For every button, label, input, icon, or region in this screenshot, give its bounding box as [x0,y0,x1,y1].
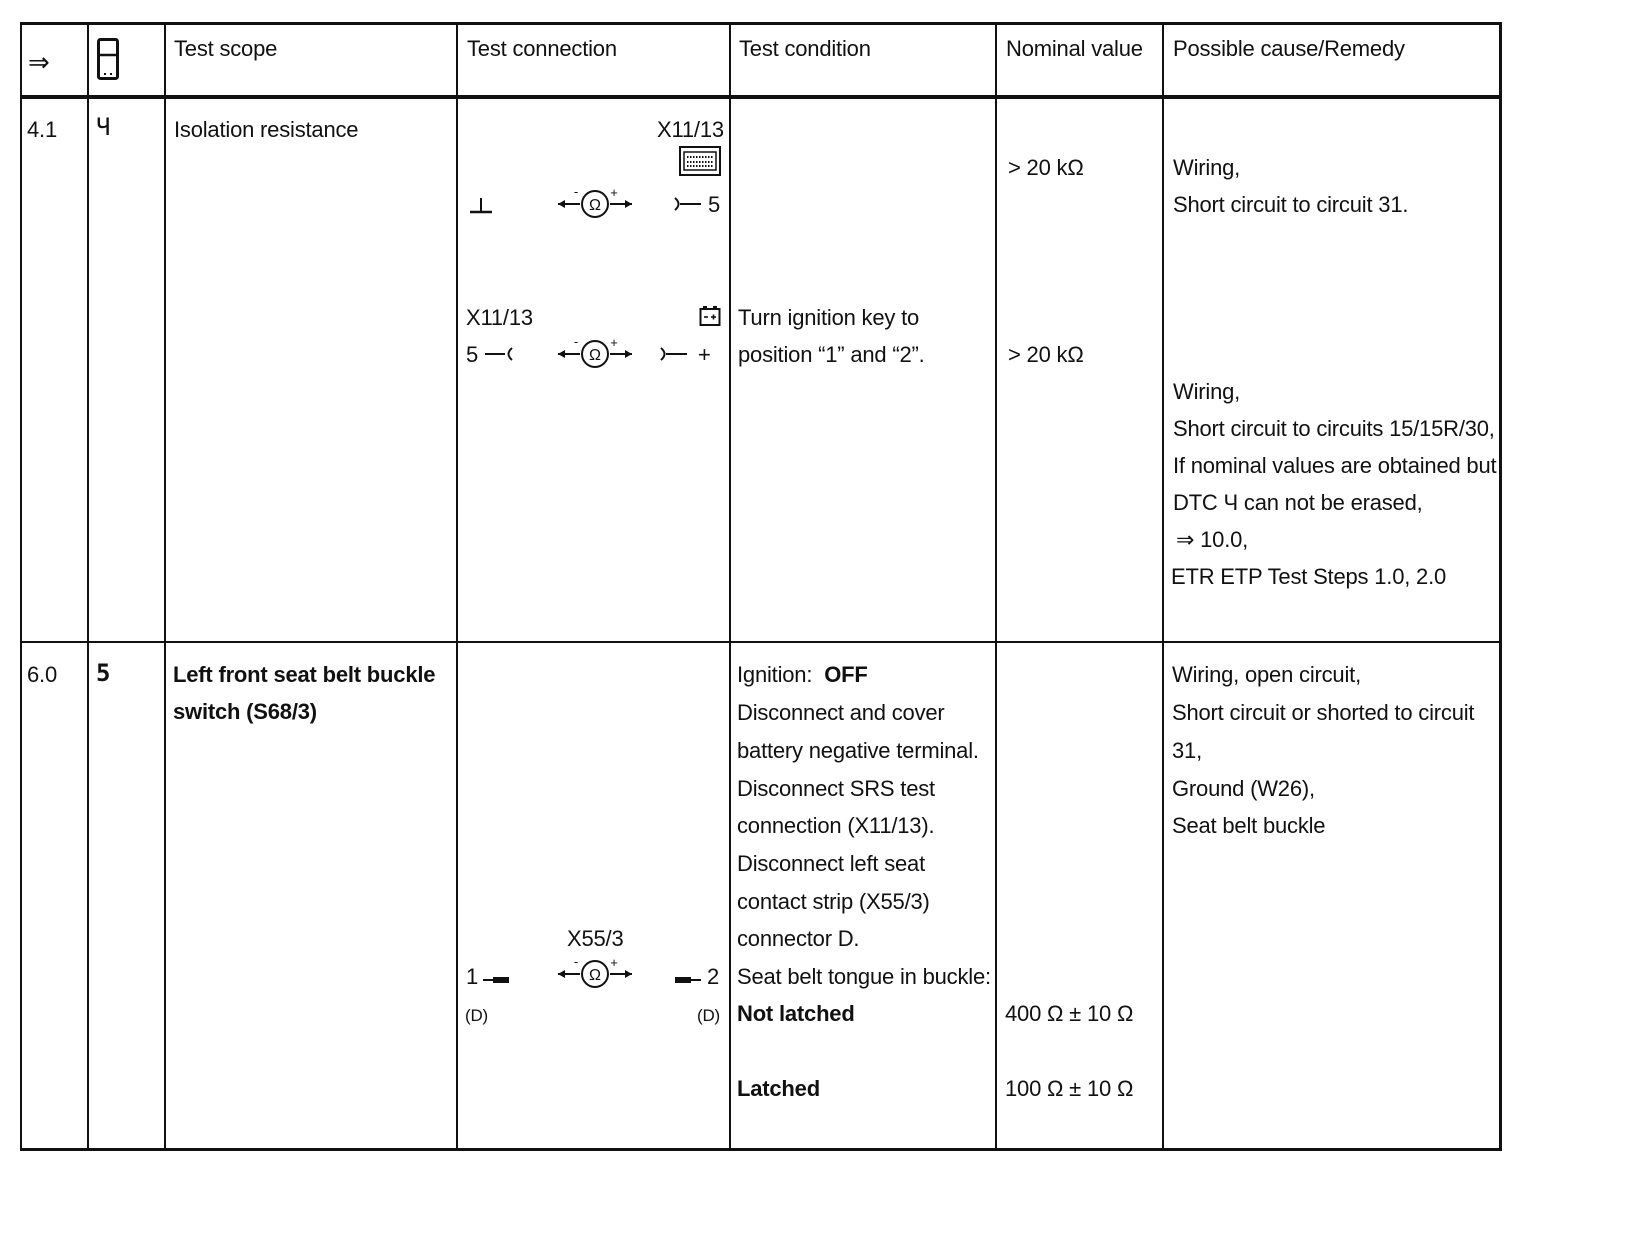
header-nominal-value: Nominal value [1006,36,1143,61]
ohm-symbol: Ω [589,197,601,214]
test-condition-line: Disconnect SRS test [737,776,935,801]
ground-icon [468,196,494,216]
nominal-value: > 20 kΩ [1008,155,1084,180]
cause-line: Ground (W26), [1172,776,1315,801]
nominal-value: 100 Ω ± 10 Ω [1005,1076,1134,1101]
nominal-value: > 20 kΩ [1008,342,1084,367]
cause-line: ETR ETP Test Steps 1.0, 2.0 [1171,564,1447,589]
ohm-symbol: Ω [589,347,601,364]
header-bottom-border [20,95,1502,99]
nominal-value: 400 Ω ± 10 Ω [1005,1001,1134,1026]
cause-line: 31, [1172,738,1202,763]
plug-icon [483,346,515,362]
row-dtc-code: Ч [96,113,111,141]
table-bottom-border [20,1148,1502,1151]
plug-icon [481,972,511,986]
cause-line: DTC Ч can not be erased, [1173,490,1423,515]
col-divider [995,22,997,1150]
connector-label: X11/13 [657,117,724,142]
svg-text:+: + [610,186,618,200]
connector-label: X55/3 [567,926,624,951]
col-divider [456,22,458,1150]
row-test-scope: Left front seat belt buckle [173,662,436,687]
socket-icon [659,346,689,362]
pin-sub-label: (D) [697,1006,720,1025]
row-divider [20,641,1502,643]
cause-line: Short circuit or shorted to circuit [1172,700,1475,725]
socket-icon [673,196,703,212]
svg-text:+: + [610,956,618,970]
test-condition-line: Disconnect and cover [737,700,945,725]
readout-device-icon [97,38,119,80]
test-condition-line: contact strip (X55/3) [737,889,930,914]
col-divider [1162,22,1164,1150]
cause-line: ⇒ 10.0, [1176,527,1249,552]
pin-label: 5 [466,342,479,367]
battery-icon [699,305,721,327]
test-condition-line: Disconnect left seat [737,851,925,876]
col-divider [729,22,731,1150]
pin-label: 2 [707,964,720,989]
ohmmeter-icon [556,186,634,220]
cause-line: Wiring, open circuit, [1172,662,1361,687]
ignition-label: Ignition: [737,662,813,687]
svg-text:+: + [610,336,618,350]
cause-line: Seat belt buckle [1172,813,1326,838]
test-condition-line [737,662,868,688]
pin-sub-label: (D) [465,1006,488,1025]
pin-label: 5 [708,192,721,217]
header-test-condition: Test condition [739,36,871,61]
test-adapter-icon [679,146,721,176]
row-dtc-code: 5 [96,659,111,687]
test-condition-line: battery negative terminal. [737,738,979,763]
test-condition-line: Turn ignition key to [738,305,920,330]
test-condition-line: connector D. [737,926,860,951]
table-top-border [20,22,1502,25]
pin-label: + [698,342,711,367]
cause-line: Wiring, [1173,155,1241,180]
connector-label: X11/13 [466,305,533,330]
ohmmeter-icon [556,956,634,990]
header-test-scope: Test scope [174,36,278,61]
test-condition-line: connection (X11/13). [737,813,935,838]
ignition-value: OFF [824,662,868,687]
col-divider [87,22,89,1150]
svg-text:-: - [573,956,579,969]
svg-text:-: - [573,186,579,199]
cause-line: Wiring, [1173,379,1241,404]
row-test-scope: Isolation resistance [174,117,359,142]
row-step-number: 6.0 [27,662,57,687]
ohm-symbol: Ω [589,967,601,984]
header-possible-cause: Possible cause/Remedy [1173,36,1405,61]
row-test-scope: switch (S68/3) [173,699,317,724]
condition-not-latched: Not latched [737,1001,855,1026]
cause-line: If nominal values are obtained but [1173,453,1497,478]
col-divider [20,22,22,1150]
cause-line: Short circuit to circuit 31. [1173,192,1409,217]
col-divider [164,22,166,1150]
cause-line: Short circuit to circuits 15/15R/30, [1173,416,1495,441]
header-test-connection: Test connection [467,36,617,61]
pin-label: 1 [466,964,479,989]
test-condition-line: Seat belt tongue in buckle: [737,964,991,989]
test-condition-line: position “1” and “2”. [738,342,925,367]
col-divider [1499,22,1502,1150]
svg-text:-: - [573,336,579,349]
row-step-number: 4.1 [27,117,57,142]
condition-latched: Latched [737,1076,820,1101]
plug-icon [673,972,703,986]
step-header-symbol: ⇒ [28,47,50,77]
ohmmeter-icon [556,336,634,370]
